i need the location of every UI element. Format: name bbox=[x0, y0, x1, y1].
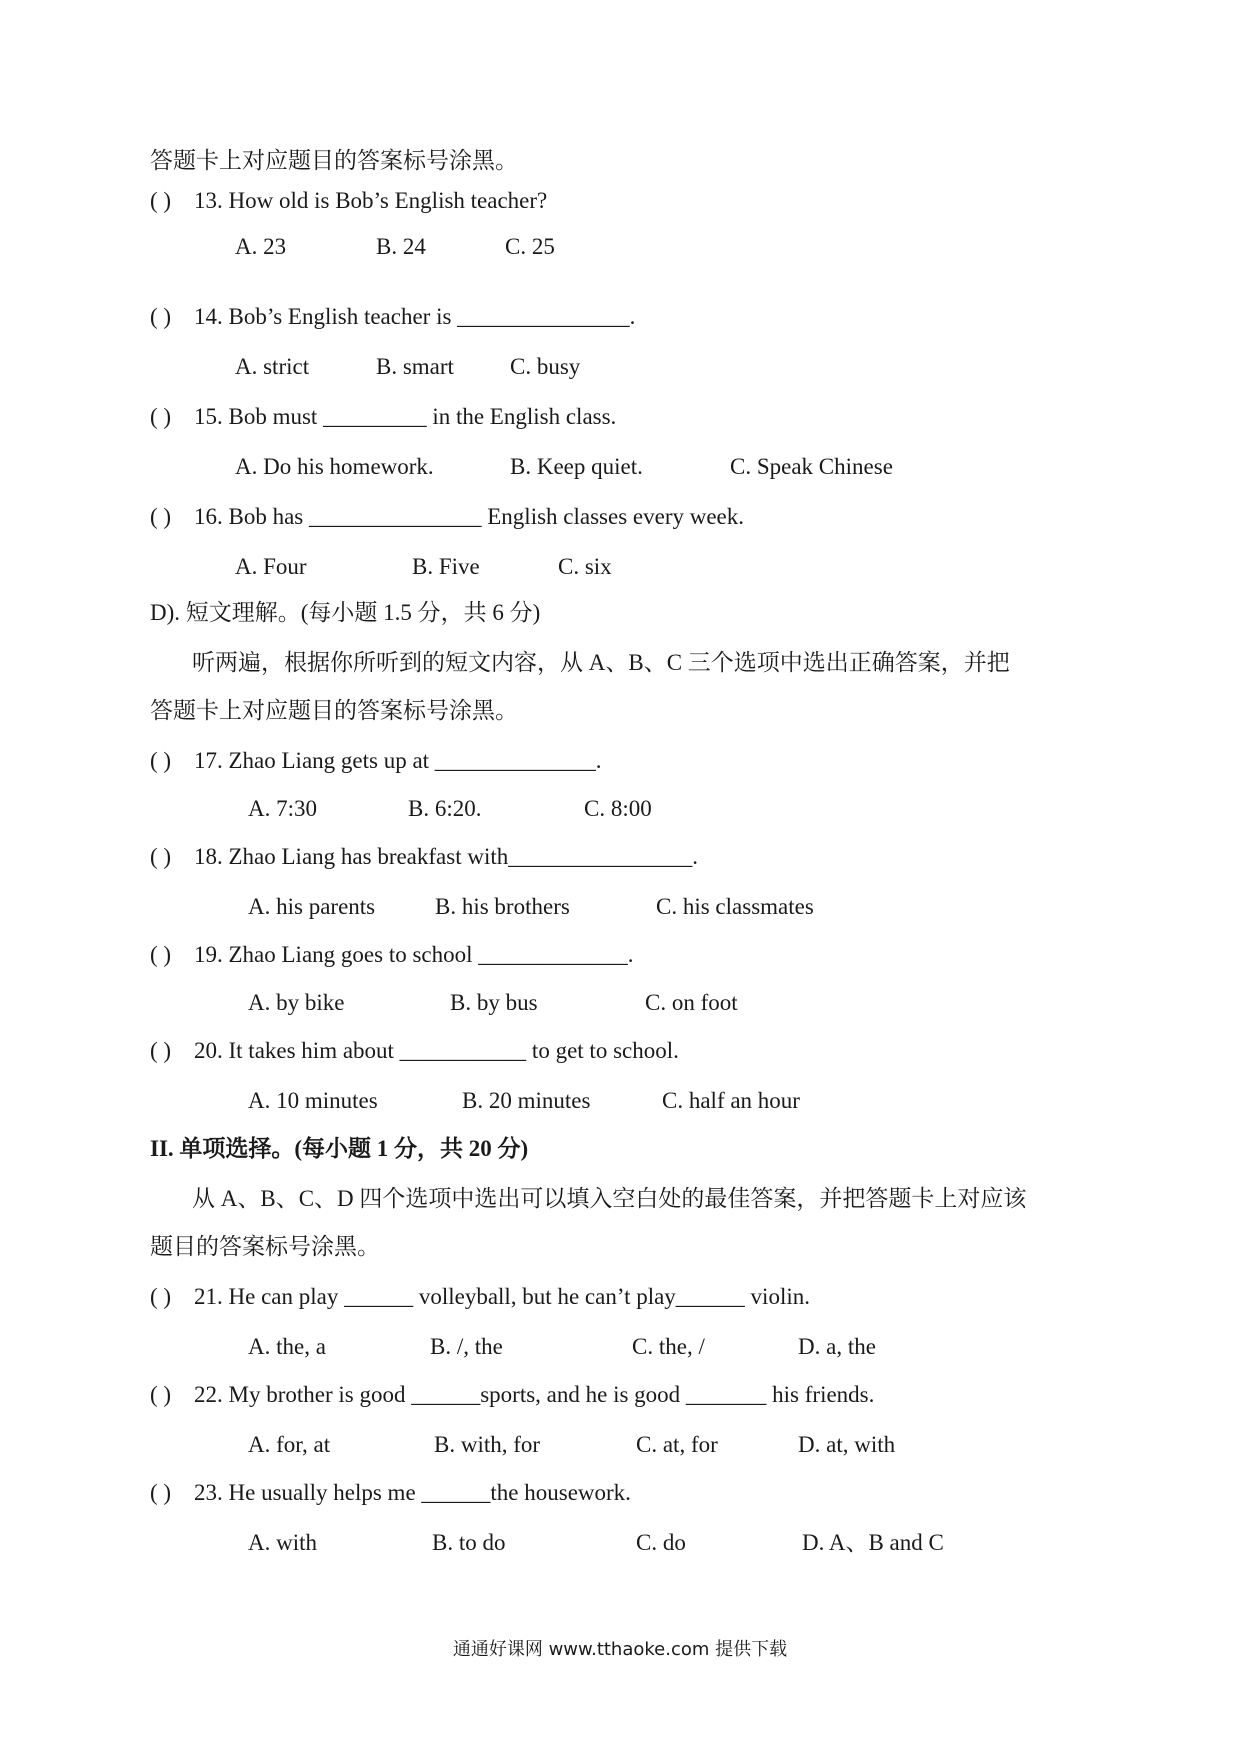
option-b: B. Five bbox=[412, 554, 480, 579]
question-18 bbox=[150, 842, 698, 872]
option-c: C. six bbox=[558, 554, 612, 579]
option-a: A. 10 minutes bbox=[248, 1088, 378, 1113]
question-text: 13. How old is Bob’s English teacher? bbox=[194, 188, 548, 213]
option-c: C. 8:00 bbox=[584, 796, 652, 821]
option-c: C. the, / bbox=[632, 1334, 705, 1359]
question-20 bbox=[150, 1036, 679, 1066]
instruction-continuation: 答题卡上对应题目的答案标号涂黑。 bbox=[150, 148, 518, 173]
option-a: A. for, at bbox=[248, 1432, 331, 1457]
option-b: B. smart bbox=[376, 354, 454, 379]
answer-blank: ( ) bbox=[150, 1038, 172, 1063]
question-text: 14. Bob’s English teacher is _______________. bbox=[194, 304, 636, 329]
page-footer: 通通好课网 www.tthaoke.com 提供下载 bbox=[452, 1639, 788, 1660]
question-14 bbox=[150, 302, 635, 332]
answer-blank: ( ) bbox=[150, 942, 172, 967]
question-22 bbox=[150, 1380, 874, 1410]
option-b: B. Keep quiet. bbox=[510, 454, 643, 479]
question-19 bbox=[150, 940, 634, 970]
option-c: C. Speak Chinese bbox=[730, 454, 893, 479]
option-a: A. the, a bbox=[248, 1334, 326, 1359]
question-text: 18. Zhao Liang has breakfast with________________. bbox=[194, 844, 698, 869]
option-b: B. 24 bbox=[376, 234, 426, 259]
option-d: D. a, the bbox=[798, 1334, 876, 1359]
option-a: A. Do his homework. bbox=[235, 454, 434, 479]
option-c: C. at, for bbox=[636, 1432, 718, 1457]
option-b: B. /, the bbox=[430, 1334, 503, 1359]
answer-blank: ( ) bbox=[150, 1480, 172, 1505]
option-c: C. his classmates bbox=[656, 894, 814, 919]
option-a: A. 7:30 bbox=[248, 796, 317, 821]
section-d-instruction-cont: 答题卡上对应题目的答案标号涂黑。 bbox=[150, 698, 518, 723]
option-b: B. by bus bbox=[450, 990, 538, 1015]
question-15 bbox=[150, 402, 616, 432]
question-text: 15. Bob must _________ in the English class. bbox=[194, 404, 617, 429]
option-b: B. his brothers bbox=[435, 894, 570, 919]
answer-blank: ( ) bbox=[150, 304, 172, 329]
question-13 bbox=[150, 186, 547, 216]
question-17 bbox=[150, 746, 602, 776]
option-a: A. by bike bbox=[248, 990, 345, 1015]
option-d: D. A、B and C bbox=[802, 1530, 944, 1555]
answer-blank: ( ) bbox=[150, 844, 172, 869]
section-d-instruction: 听两遍，根据你所听到的短文内容，从 A、B、C 三个选项中选出正确答案，并把 bbox=[192, 650, 1010, 675]
question-text: 17. Zhao Liang gets up at ______________. bbox=[194, 748, 602, 773]
answer-blank: ( ) bbox=[150, 748, 172, 773]
question-text: 19. Zhao Liang goes to school _____________. bbox=[194, 942, 634, 967]
question-text: 22. My brother is good ______sports, and he is good _______ his friends. bbox=[194, 1382, 875, 1407]
option-d: D. at, with bbox=[798, 1432, 896, 1457]
option-a: A. Four bbox=[235, 554, 307, 579]
option-a: A. with bbox=[248, 1530, 317, 1555]
answer-blank: ( ) bbox=[150, 504, 172, 529]
question-text: 21. He can play ______ volleyball, but he can’t play______ violin. bbox=[194, 1284, 810, 1309]
option-a: A. 23 bbox=[235, 234, 287, 259]
question-text: 23. He usually helps me ______the housework. bbox=[194, 1480, 631, 1505]
answer-blank: ( ) bbox=[150, 404, 172, 429]
option-a: A. strict bbox=[235, 354, 310, 379]
option-b: B. 6:20. bbox=[408, 796, 482, 821]
question-23 bbox=[150, 1478, 631, 1508]
answer-blank: ( ) bbox=[150, 188, 172, 213]
question-21 bbox=[150, 1282, 810, 1312]
section-ii-title: II. 单项选择。(每小题 1 分，共 20 分) bbox=[150, 1136, 529, 1161]
answer-blank: ( ) bbox=[150, 1382, 172, 1407]
option-b: B. to do bbox=[432, 1530, 506, 1555]
option-c: C. on foot bbox=[645, 990, 738, 1015]
section-d-title: D). 短文理解。(每小题 1.5 分，共 6 分) bbox=[150, 600, 541, 625]
option-c: C. 25 bbox=[505, 234, 555, 259]
question-16 bbox=[150, 502, 744, 532]
option-a: A. his parents bbox=[248, 894, 376, 919]
option-b: B. 20 minutes bbox=[462, 1088, 591, 1113]
section-ii-instruction: 从 A、B、C、D 四个选项中选出可以填入空白处的最佳答案，并把答题卡上对应该 bbox=[192, 1186, 1027, 1211]
option-c: C. half an hour bbox=[662, 1088, 800, 1113]
option-c: C. do bbox=[636, 1530, 686, 1555]
question-text: 16. Bob has _______________ English classes every week. bbox=[194, 504, 745, 529]
option-b: B. with, for bbox=[434, 1432, 541, 1457]
section-ii-instruction-cont: 题目的答案标号涂黑。 bbox=[150, 1234, 380, 1259]
question-text: 20. It takes him about ___________ to get to school. bbox=[194, 1038, 679, 1063]
option-c: C. busy bbox=[510, 354, 581, 379]
answer-blank: ( ) bbox=[150, 1284, 172, 1309]
